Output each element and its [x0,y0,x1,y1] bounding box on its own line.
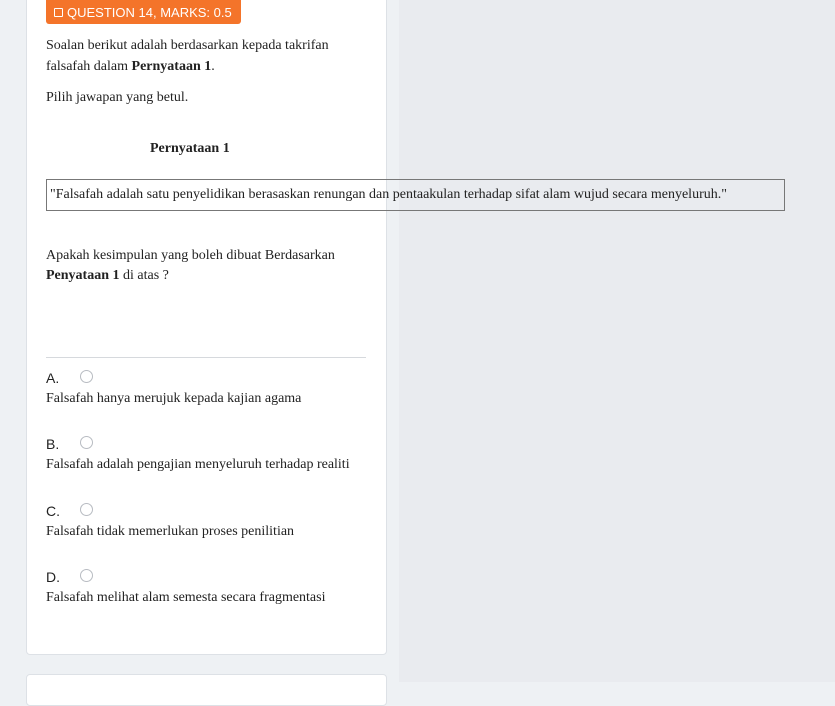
next-question-card [26,674,387,706]
ask-bold: Penyataan 1 [46,268,120,283]
statement-text: "Falsafah adalah satu penyelidikan berasaskan renungan dan pentaakulan terhadap sifat alam wujud secara menyeluruh." [50,187,727,202]
question-badge-label: QUESTION 14, MARKS: 0.5 [67,4,232,20]
question-badge[interactable] [46,0,241,24]
statement-title: Pernyataan 1 [150,141,230,156]
instruction-text: Pilih jawapan yang betul. [46,90,189,105]
option-d-text[interactable]: Falsafah melihat alam semesta secara fragmentasi [46,590,326,605]
flag-icon[interactable] [54,8,63,17]
intro-bold: Pernyataan 1 [131,59,212,74]
option-b-letter: B. [46,436,60,452]
option-b-radio[interactable] [80,436,93,449]
intro-line-1: Soalan berikut adalah berdasarkan kepada takrifan [46,38,329,53]
option-a-radio[interactable] [80,370,93,383]
option-b-text[interactable]: Falsafah adalah pengajian menyeluruh terhadap realiti [46,457,350,472]
option-c-text[interactable]: Falsafah tidak memerlukan proses penilitian [46,524,295,539]
option-a-letter: A. [46,370,60,386]
statement-box [46,179,785,211]
option-c-letter: C. [46,503,60,519]
ask-line-1: Apakah kesimpulan yang boleh dibuat Berdasarkan [46,248,335,263]
option-a-text[interactable]: Falsafah hanya merujuk kepada kajian agama [46,391,302,406]
ask-line-2: Penyataan 1 di atas ? [46,268,169,283]
divider [46,357,366,358]
right-column [399,0,835,682]
option-d-letter: D. [46,569,60,585]
intro-line-2: falsafah dalam Pernyataan 1. [46,59,215,74]
option-c-radio[interactable] [80,503,93,516]
option-d-radio[interactable] [80,569,93,582]
